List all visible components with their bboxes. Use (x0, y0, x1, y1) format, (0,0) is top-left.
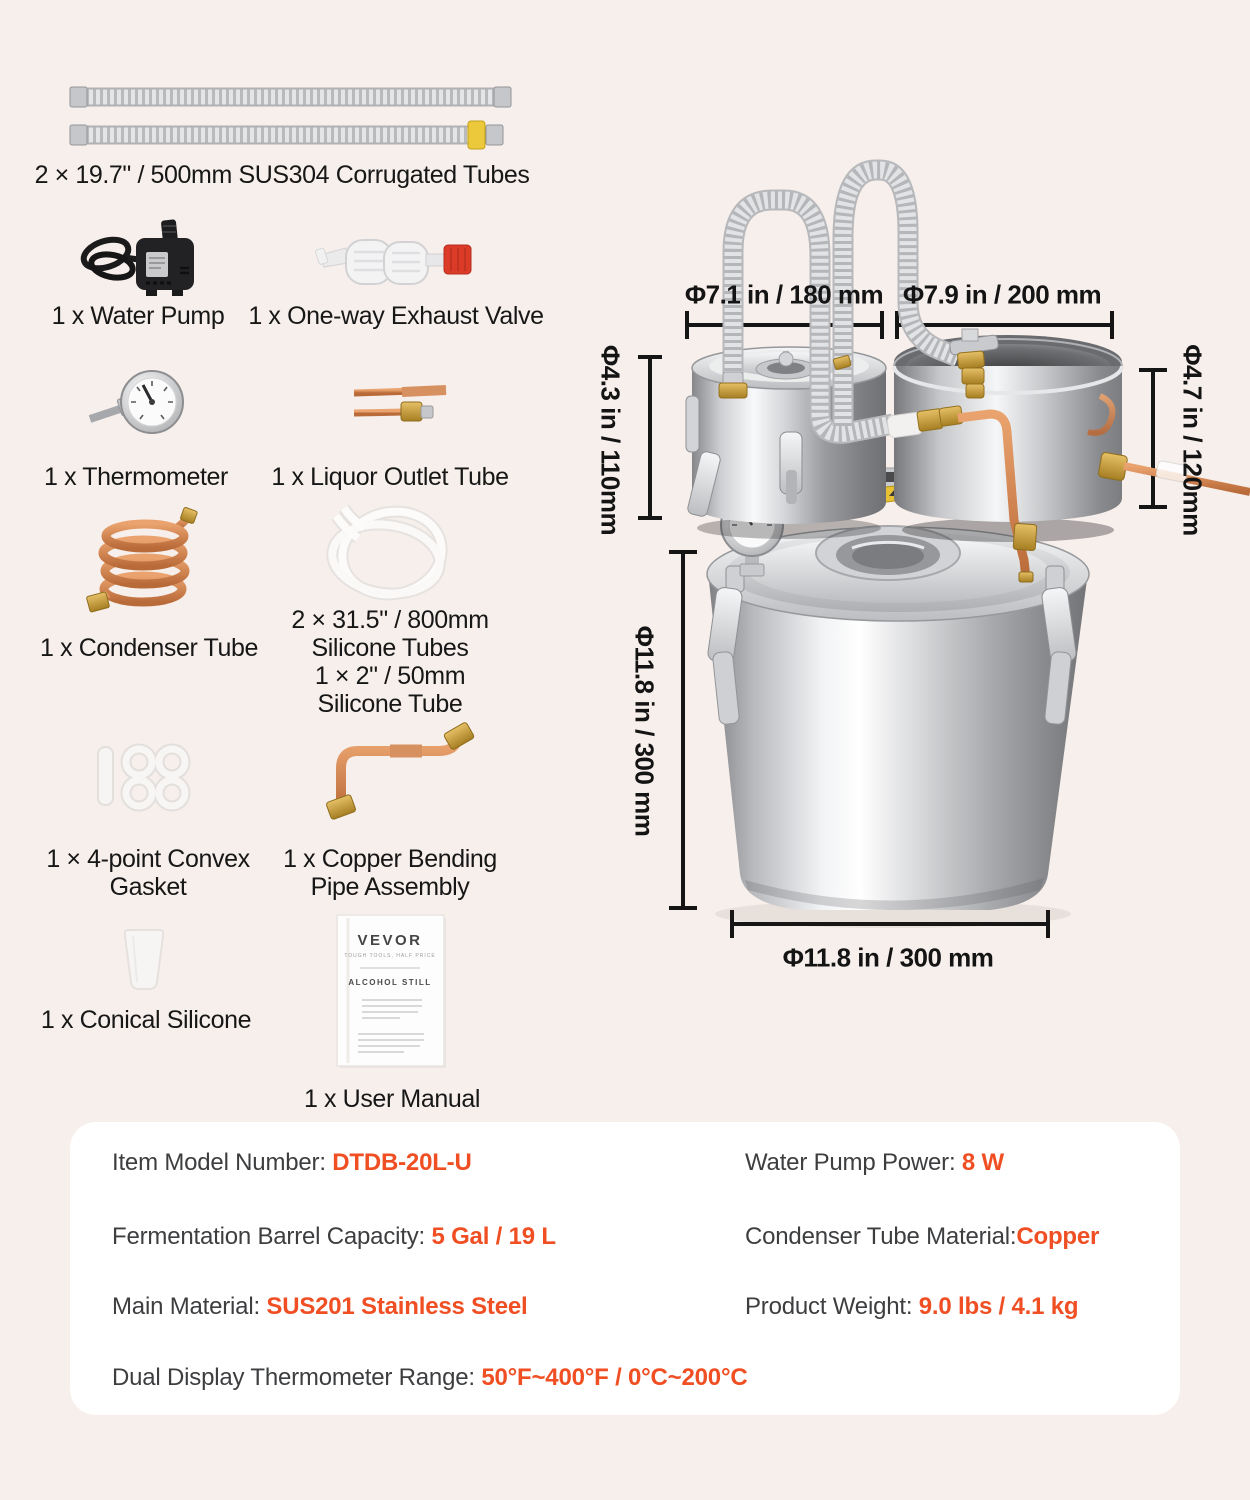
spec-condenser-material (745, 1223, 1099, 1251)
spec-main-material (112, 1293, 527, 1321)
dim-pot-left-width: Φ7.1 in / 180 mm (684, 279, 884, 310)
label-exhaust-valve: 1 x One-way Exhaust Valve (248, 302, 544, 330)
manual-brand-logo: VEVOR (357, 932, 423, 949)
thermometer-image (90, 371, 183, 433)
spec-label: Fermentation Barrel Capacity: (112, 1223, 432, 1250)
label-silicone-line3: 1 × 2" / 50mm (314, 662, 466, 690)
label-copper-bend-line1: 1 x Copper Bending (283, 845, 497, 873)
spec-thermometer-range (112, 1364, 747, 1392)
label-silicone-tubes (291, 606, 488, 718)
copper-bending-pipe-image (326, 722, 475, 820)
label-user-manual: 1 x User Manual (303, 1085, 481, 1113)
spec-value: DTDB-20L-U (332, 1149, 472, 1176)
label-silicone-line1: 2 × 31.5" / 800mm (291, 606, 489, 634)
corrugated-tubes-image (70, 87, 511, 149)
label-copper-bend-line2: Pipe Assembly (310, 873, 470, 901)
dim-pot-left-height: Φ4.3 in / 110mm (595, 344, 626, 536)
spec-label: Main Material: (112, 1293, 267, 1320)
spec-label: Water Pump Power: (745, 1149, 962, 1176)
label-thermometer: 1 x Thermometer (44, 463, 228, 491)
condenser-tube-image (86, 507, 197, 612)
spec-label: Product Weight: (745, 1293, 919, 1320)
label-silicone-line2: Silicone Tubes (311, 634, 469, 662)
spec-item-model (112, 1149, 472, 1177)
label-gasket-line2: Gasket (109, 873, 187, 901)
spec-value: Copper (1016, 1223, 1100, 1250)
dim-barrel-height: Φ11.8 in / 300 mm (629, 625, 660, 837)
spec-label: Item Model Number: (112, 1149, 333, 1176)
manual-title: ALCOHOL STILL (348, 978, 432, 987)
convex-gasket-image (98, 747, 185, 806)
spec-product-weight (745, 1293, 1078, 1321)
label-condenser-tube: 1 x Condenser Tube (40, 634, 258, 662)
exhaust-valve-image (315, 240, 471, 284)
spec-barrel-capacity (112, 1223, 556, 1251)
label-liquor-outlet-tube: 1 x Liquor Outlet Tube (271, 463, 509, 491)
label-corrugated-tubes: 2 × 19.7" / 500mm SUS304 Corrugated Tubes (34, 161, 530, 189)
label-water-pump: 1 x Water Pump (51, 302, 225, 330)
spec-value: 50°F~400°F / 0°C~200°C (481, 1364, 748, 1391)
conical-silicone-image (125, 930, 163, 989)
spec-value: SUS201 Stainless Steel (266, 1293, 528, 1320)
label-gasket-line1: 1 × 4-point Convex (46, 845, 250, 873)
manual-tagline: TOUGH TOOLS, HALF PRICE (344, 953, 436, 959)
label-conical-silicone: 1 x Conical Silicone (40, 1006, 252, 1034)
dim-pot-right-width: Φ7.9 in / 200 mm (902, 279, 1102, 310)
spec-pump-power (745, 1149, 1004, 1177)
spec-value: 5 Gal / 19 L (431, 1223, 556, 1250)
spec-value: 8 W (961, 1149, 1004, 1176)
spec-label: Condenser Tube Material: (745, 1223, 1017, 1250)
dim-pot-right-height: Φ4.7 in / 120mm (1177, 344, 1208, 536)
spec-value: 9.0 lbs / 4.1 kg (918, 1293, 1079, 1320)
label-silicone-line4: Silicone Tube (317, 690, 463, 718)
spec-label: Dual Display Thermometer Range: (112, 1364, 482, 1391)
water-pump-image (80, 219, 194, 296)
silicone-tubes-image (328, 503, 450, 604)
dim-barrel-width: Φ11.8 in / 300 mm (782, 942, 994, 973)
label-copper-bending-pipe (283, 845, 497, 901)
label-convex-gasket (46, 845, 249, 901)
liquor-outlet-tube-image (354, 390, 446, 421)
